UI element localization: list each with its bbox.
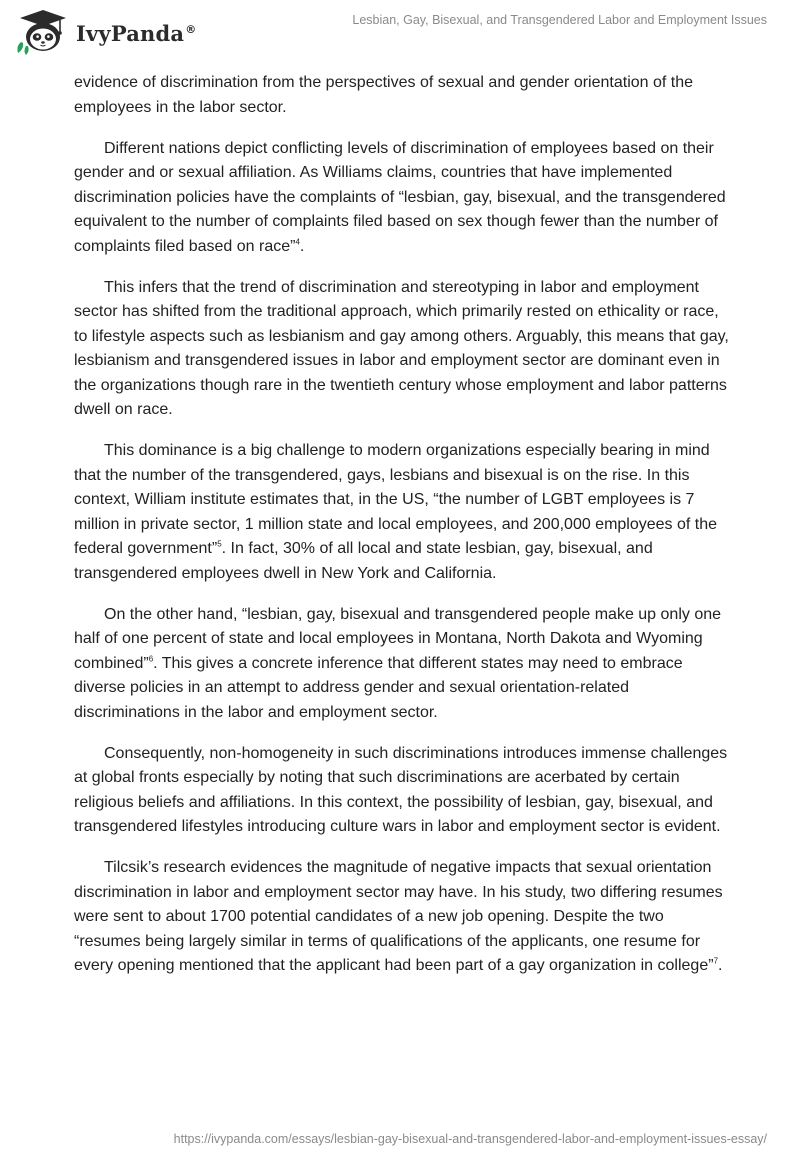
paragraph: This infers that the trend of discrimination and stereotyping in labor and employment sector has shifted from the traditional approach, which primarily rested on ethicality or race, to lifestyle aspects such as lesbianism and gay among others. Arguably, this means that gay, lesbianism and transgendered issues in labor and employment sector are dominant even in the organizations though rare in the twentieth century whose employment and labor patterns dwell on race. [74,278,729,418]
ivypanda-logo[interactable] [14,8,196,56]
page-header [0,0,800,60]
paragraph: Tilcsik’s research evidences the magnitude of negative impacts that sexual orientation discrimination in labor and employment sector may have. In his study, two differing resumes were sent to about 1700 potential candidates of a new job opening. Despite the two “resumes being largely similar in terms of qualifications of the applicants, one resume for every opening mentioned that the applicant had been part of a gay organization in college”$^7$. [74,859,723,974]
footnote-ref[interactable]: 7 [713,956,719,966]
paragraph: On the other hand, “lesbian, gay, bisexual and transgendered people make up only one half of one percent of state and local employees in Montana, North Dakota and Wyoming combined”$^6$. This gives a concrete inference that different states may need to embrace diverse policies in an attempt to address gender and sexual orientation-related discriminations in the labor and employment sector. [74,605,722,721]
brand-name: IvyPanda® [76,20,197,46]
paragraph: Different nations depict conflicting levels of discrimination of employees based on their gender and or sexual affiliation. As Williams claims, countries that have implemented discrimination policies have the complaints of “lesbian, gay, bisexual, and the transgendered equivalent to the number of complaints filed based on sex though fewer than the number of complaints filed based on race”$^4$. [74,139,726,255]
paragraph: This dominance is a big challenge to modern organizations especially bearing in mind that the number of the transgendered, gays, lesbians and bisexual is on the rise. In this context, William institute estimates that, in the US, “the number of LGBT employees is 7 million in private sector, 1 million state and local employees, and 200,000 employees of the federal government”$^5$. In fact, 30% of all local and state lesbian, gay, bisexual, and transgendered employees dwell in New York and California. [74,442,718,582]
paragraph: evidence of discrimination from the perspectives of sexual and gender orientation of the employees in the labor sector. [74,74,694,116]
registered-mark: ® [185,22,197,36]
document-title: Lesbian, Gay, Bisexual, and Transgendered Labor and Employment Issues [352,13,767,27]
essay-body [74,71,734,995]
source-url-link[interactable]: https://ivypanda.com/essays/lesbian-gay-bisexual-and-transgendered-labor-and-employment-issues-essay/ [173,1132,767,1146]
panda-graduation-cap-icon [14,8,72,56]
paragraph: Consequently, non-homogeneity in such discriminations introduces immense challenges at global fronts especially by noting that such discriminations are acerbated by certain religious beliefs and affiliations. In this context, the possibility of lesbian, gay, bisexual, and transgendered lifestyles introducing culture wars in labor and employment sector is evident. [74,744,728,835]
footnote-ref[interactable]: 6 [148,654,154,664]
footnote-ref[interactable]: 5 [217,539,222,549]
footnote-ref[interactable]: 4 [295,237,300,247]
